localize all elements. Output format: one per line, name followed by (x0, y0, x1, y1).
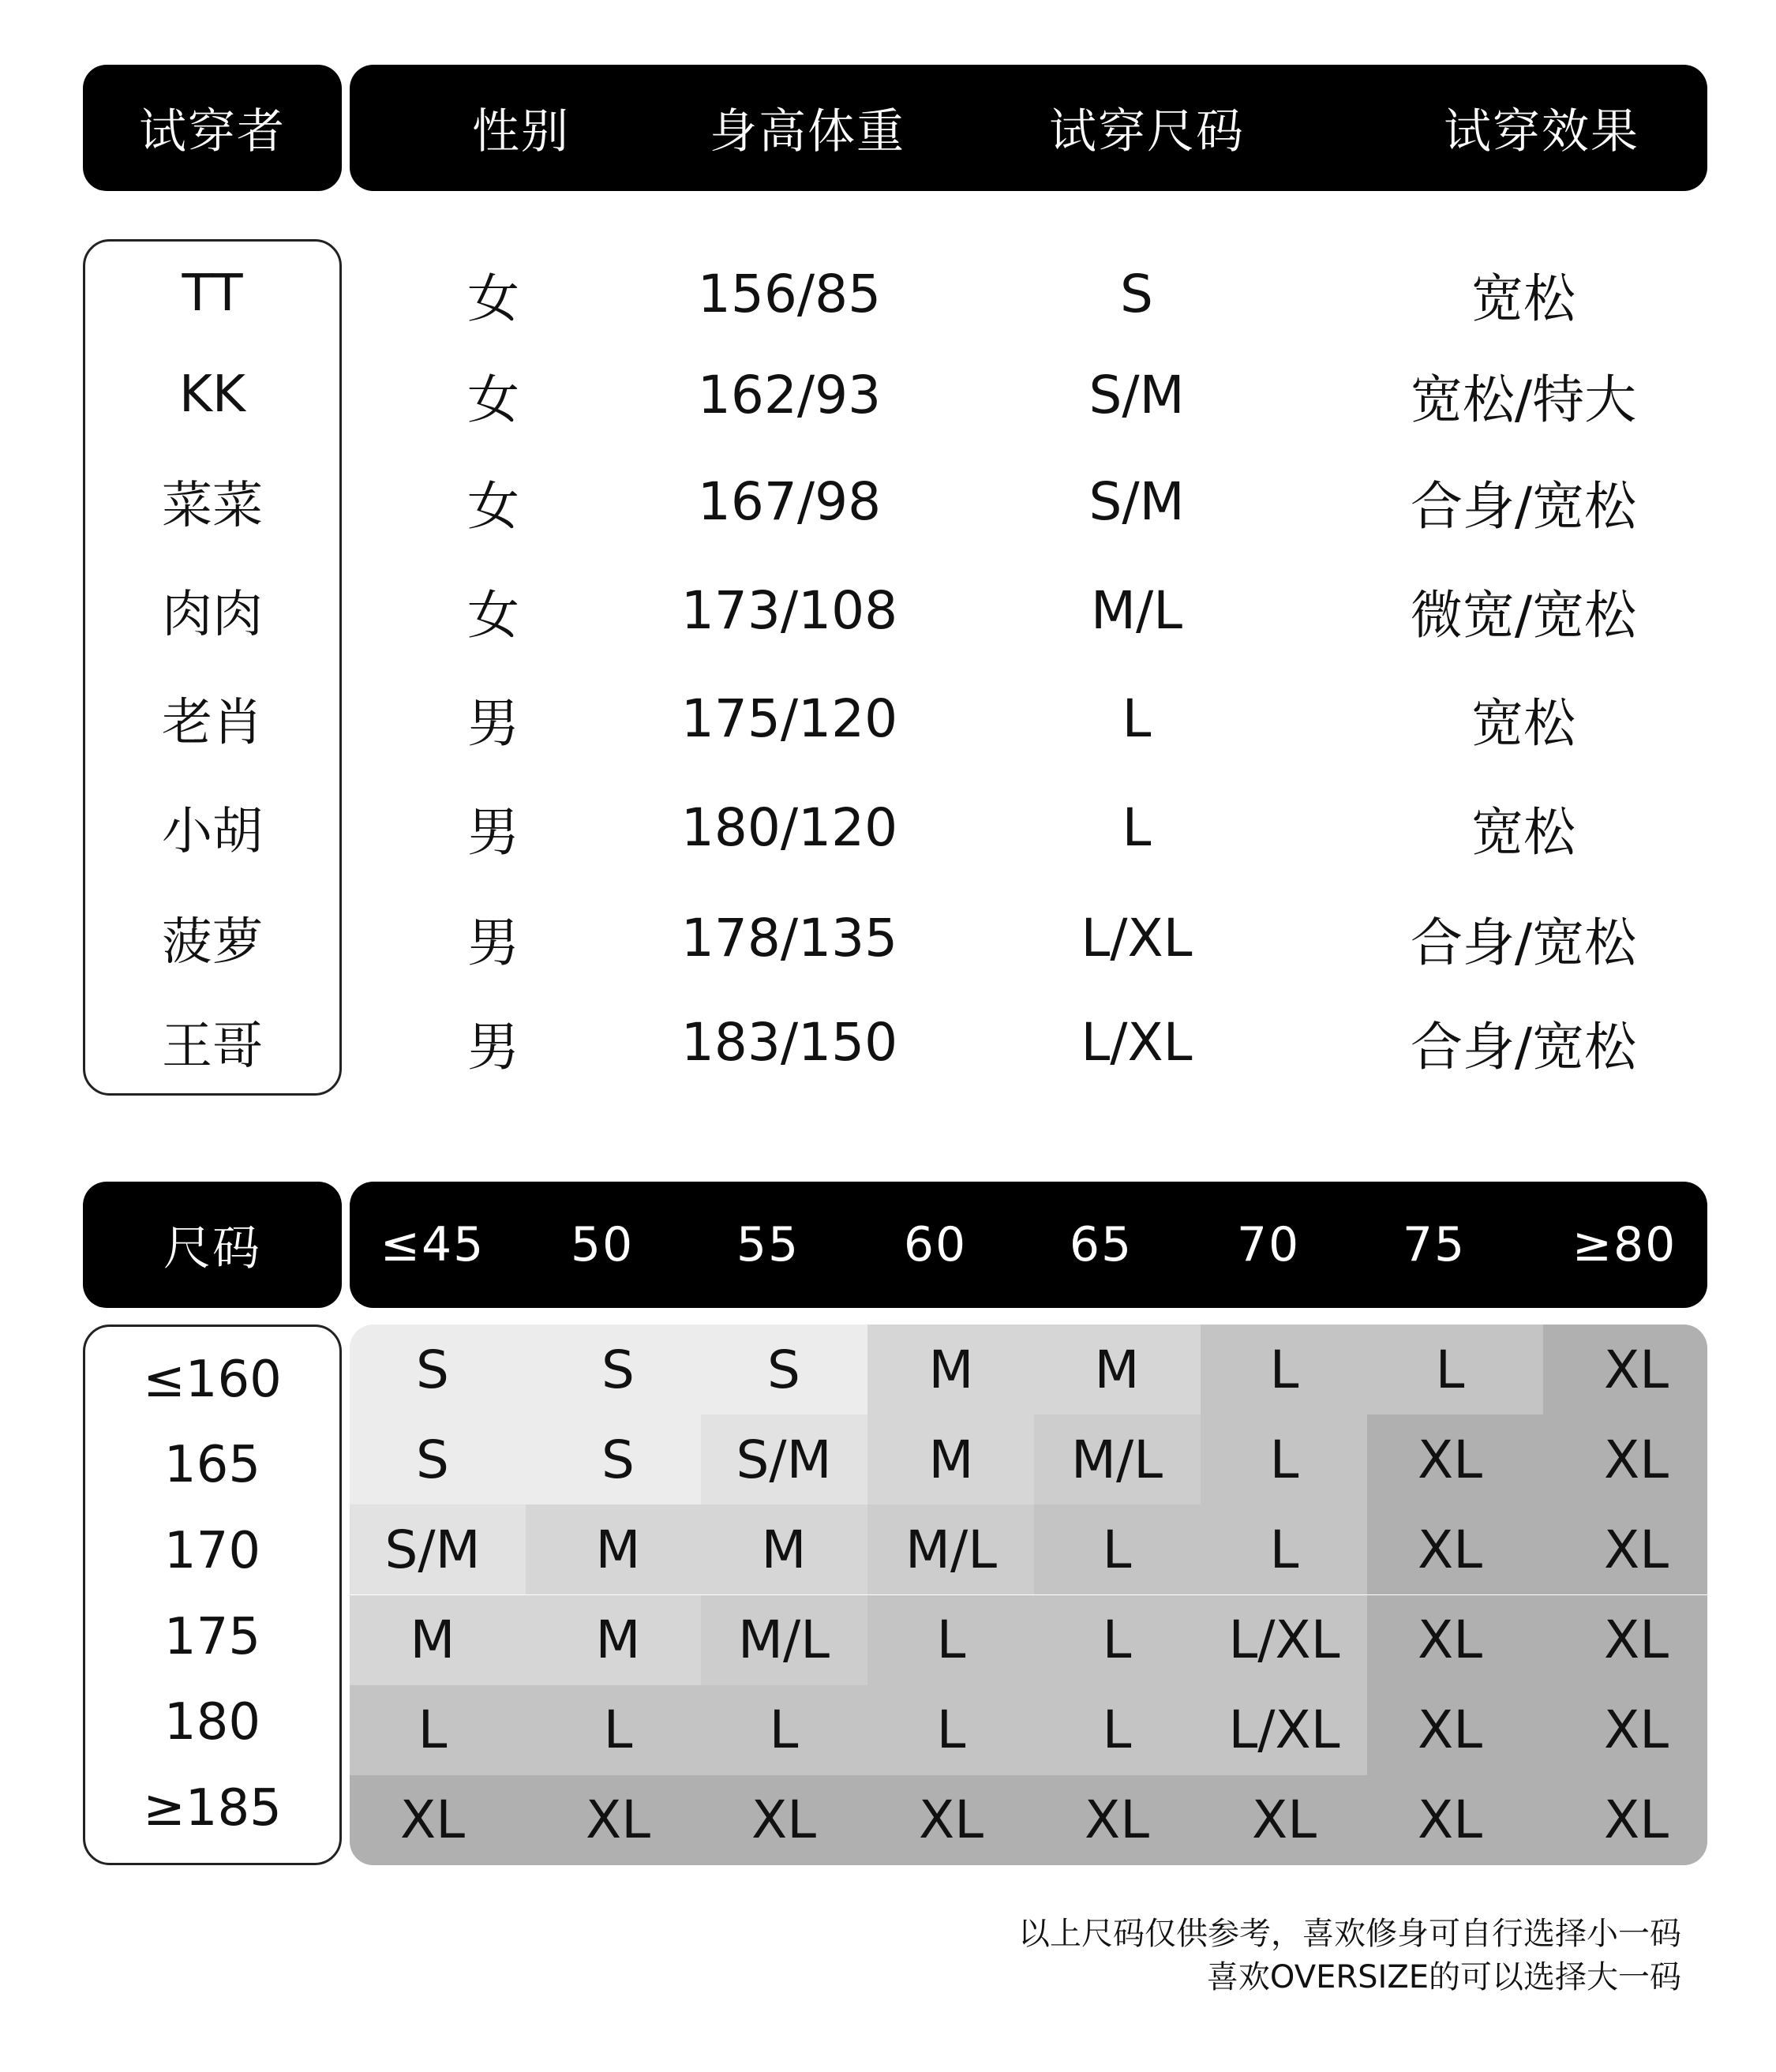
size-cell (1543, 1325, 1707, 1414)
size-cell-label: M (595, 1519, 641, 1580)
size-cell (1034, 1775, 1201, 1865)
size-cell-label: L (1269, 1429, 1299, 1490)
size-cell (350, 1775, 526, 1865)
weight-label: ≤45 (380, 1217, 485, 1272)
size-cell (867, 1685, 1034, 1775)
size-cell-label: XL (1604, 1609, 1669, 1671)
size-cell (1367, 1685, 1543, 1775)
weight-label: 65 (1069, 1217, 1133, 1272)
size-cell (701, 1325, 867, 1414)
size-cell-label: M/L (1071, 1429, 1163, 1490)
size-cell-label: XL (1604, 1519, 1669, 1580)
tester-effect: 宽松 (1471, 268, 1576, 329)
size-cell (1201, 1685, 1367, 1775)
size-cell-label: XL (1418, 1699, 1482, 1761)
size-cell (701, 1504, 867, 1594)
tester-effect: 宽松 (1471, 692, 1576, 754)
size-cell-label: L (418, 1699, 448, 1761)
tester-effect: 宽松 (1471, 801, 1576, 863)
size-cell (350, 1504, 526, 1594)
tester-gender: 女 (467, 268, 519, 329)
tester-effect: 合身/宽松 (1410, 475, 1637, 537)
size-cell (1034, 1325, 1201, 1414)
height-label: 180 (163, 1693, 261, 1752)
size-cell (1543, 1414, 1707, 1504)
tester-height-weight: 167/98 (697, 470, 882, 532)
size-cell (701, 1414, 867, 1504)
tester-gender: 女 (467, 584, 519, 646)
size-cell (526, 1325, 702, 1414)
size-cell (1367, 1504, 1543, 1594)
height-label: 170 (163, 1522, 261, 1580)
size-cell (1201, 1325, 1367, 1414)
info-header-bar (350, 65, 1707, 191)
size-cell-label: XL (400, 1789, 465, 1851)
size-cell-label: XL (1418, 1429, 1482, 1490)
note-line-1: 以上尺码仅供参考，喜欢修身可自行选择小一码 (1018, 1916, 1681, 1952)
header-gender: 性别 (472, 104, 570, 159)
height-label: 175 (163, 1608, 261, 1666)
tester-gender: 女 (467, 369, 519, 430)
tester-header-bar (83, 65, 342, 191)
size-cell-label: XL (1604, 1699, 1669, 1761)
size-cell (1201, 1595, 1367, 1685)
tester-size: M/L (1091, 579, 1182, 641)
size-cell-label: L (769, 1699, 799, 1761)
size-cell (526, 1595, 702, 1685)
size-cell-label: M (928, 1339, 974, 1400)
weight-label: 70 (1236, 1217, 1301, 1272)
size-cell-label: M (1094, 1339, 1140, 1400)
size-cell (1543, 1504, 1707, 1594)
size-cell-label: XL (1418, 1519, 1482, 1580)
size-cell (867, 1504, 1034, 1594)
tester-name: 王哥 (162, 1017, 263, 1076)
header-effect: 试穿效果 (1444, 104, 1639, 159)
size-cell-label: M/L (738, 1609, 830, 1671)
tester-height-weight: 175/120 (680, 688, 898, 749)
tester-gender: 女 (467, 475, 519, 537)
tester-gender: 男 (467, 801, 519, 863)
size-cell (1201, 1775, 1367, 1865)
note-line-2: 喜欢OVERSIZE的可以选择大一码 (1206, 1959, 1681, 1995)
size-cell (1543, 1595, 1707, 1685)
tester-size: L (1122, 796, 1152, 858)
size-cell (867, 1414, 1034, 1504)
size-cell-label: M/L (905, 1519, 997, 1580)
tester-size: L/XL (1081, 907, 1193, 969)
tester-size: S/M (1088, 470, 1185, 532)
size-cell (1367, 1414, 1543, 1504)
tester-name: TT (182, 264, 243, 323)
size-cell (526, 1775, 702, 1865)
size-cell-label: L (936, 1609, 966, 1671)
size-cell-label: XL (1604, 1339, 1669, 1400)
size-cell (350, 1325, 526, 1414)
size-cell-label: M (761, 1519, 807, 1580)
size-cell-label: S/M (384, 1519, 481, 1580)
size-cell-label: S (601, 1429, 635, 1490)
weight-header-bar (350, 1182, 1707, 1308)
size-cell-label: XL (1604, 1789, 1669, 1851)
size-cell (350, 1595, 526, 1685)
size-cell (1034, 1504, 1201, 1594)
size-cell-label: L (1102, 1519, 1132, 1580)
tester-height-weight: 173/108 (680, 579, 898, 641)
tester-height-weight: 180/120 (680, 796, 898, 858)
tester-height-weight: 156/85 (697, 263, 882, 324)
size-cell (1367, 1775, 1543, 1865)
weight-label: 60 (903, 1217, 968, 1272)
size-cell-label: XL (1085, 1789, 1149, 1851)
size-cell (350, 1685, 526, 1775)
size-cell (1034, 1685, 1201, 1775)
size-cell (867, 1775, 1034, 1865)
size-cell (1201, 1504, 1367, 1594)
header-size: 试穿尺码 (1049, 104, 1245, 159)
weight-label: 50 (570, 1217, 635, 1272)
tester-name: 老肖 (162, 694, 263, 752)
tester-effect: 合身/宽松 (1410, 912, 1637, 973)
size-cell (1034, 1595, 1201, 1685)
size-cell-label: XL (586, 1789, 650, 1851)
size-cell (701, 1775, 867, 1865)
tester-size: S (1120, 263, 1153, 324)
size-cell-label: L (1435, 1339, 1465, 1400)
tester-effect: 宽松/特大 (1410, 369, 1637, 430)
tester-name: 菠萝 (162, 913, 263, 972)
size-cell-label: XL (1604, 1429, 1669, 1490)
size-cell-label: L (603, 1699, 633, 1761)
size-cell (1367, 1595, 1543, 1685)
size-cell-label: XL (1418, 1789, 1482, 1851)
size-cell-label: M (595, 1609, 641, 1671)
size-cell (1543, 1685, 1707, 1775)
size-cell-label: XL (1418, 1609, 1482, 1671)
size-cell (867, 1325, 1034, 1414)
size-grid (350, 1325, 1707, 1865)
size-cell-label: S (416, 1339, 449, 1400)
size-cell (1543, 1775, 1707, 1865)
tester-size: L (1122, 688, 1152, 749)
size-corner-bar (83, 1182, 342, 1308)
tester-height-weight: 178/135 (680, 907, 898, 969)
weight-label: ≥80 (1572, 1217, 1677, 1272)
tester-name: 菜菜 (162, 477, 263, 535)
size-cell-label: L (1269, 1519, 1299, 1580)
size-cell-label: XL (919, 1789, 984, 1851)
size-cell (1201, 1414, 1367, 1504)
tester-effect: 微宽/宽松 (1410, 584, 1637, 646)
height-label: ≥185 (143, 1779, 282, 1838)
tester-name: 肉肉 (162, 586, 263, 644)
size-cell-label: M (410, 1609, 455, 1671)
size-cell-label: XL (1252, 1789, 1317, 1851)
height-label: ≤160 (143, 1351, 282, 1409)
tester-size: S/M (1088, 364, 1185, 425)
tester-gender: 男 (467, 912, 519, 973)
size-cell-label: S (767, 1339, 800, 1400)
tester-size: L/XL (1081, 1011, 1193, 1073)
header-tester: 试穿者 (139, 104, 286, 159)
tester-name: KK (179, 365, 245, 424)
size-cell (701, 1685, 867, 1775)
size-cell (1367, 1325, 1543, 1414)
size-cell (526, 1685, 702, 1775)
weight-label: 55 (736, 1217, 800, 1272)
tester-name: 小胡 (162, 803, 263, 861)
size-cell-label: L/XL (1228, 1699, 1340, 1761)
size-cell-label: L (936, 1699, 966, 1761)
tester-gender: 男 (467, 1016, 519, 1077)
tester-height-weight: 162/93 (697, 364, 882, 425)
size-cell (701, 1595, 867, 1685)
tester-height-weight: 183/150 (680, 1011, 898, 1073)
size-cell-label: L (1269, 1339, 1299, 1400)
size-cell-label: XL (751, 1789, 816, 1851)
size-cell (526, 1414, 702, 1504)
size-cell-label: S (601, 1339, 635, 1400)
size-cell-label: L (1102, 1609, 1132, 1671)
header-height-weight: 身高体重 (710, 104, 905, 159)
size-cell (350, 1414, 526, 1504)
size-cell-label: S/M (736, 1429, 832, 1490)
size-cell-label: L (1102, 1699, 1132, 1761)
tester-effect: 合身/宽松 (1410, 1016, 1637, 1077)
size-cell-label: M (928, 1429, 974, 1490)
size-cell (867, 1595, 1034, 1685)
weight-label: 75 (1402, 1217, 1467, 1272)
height-label: 165 (163, 1436, 261, 1494)
size-corner-label: 尺码 (163, 1221, 261, 1276)
size-cell (1034, 1414, 1201, 1504)
tester-gender: 男 (467, 692, 519, 754)
size-cell (526, 1504, 702, 1594)
size-cell-label: S (416, 1429, 449, 1490)
size-cell-label: L/XL (1228, 1609, 1340, 1671)
